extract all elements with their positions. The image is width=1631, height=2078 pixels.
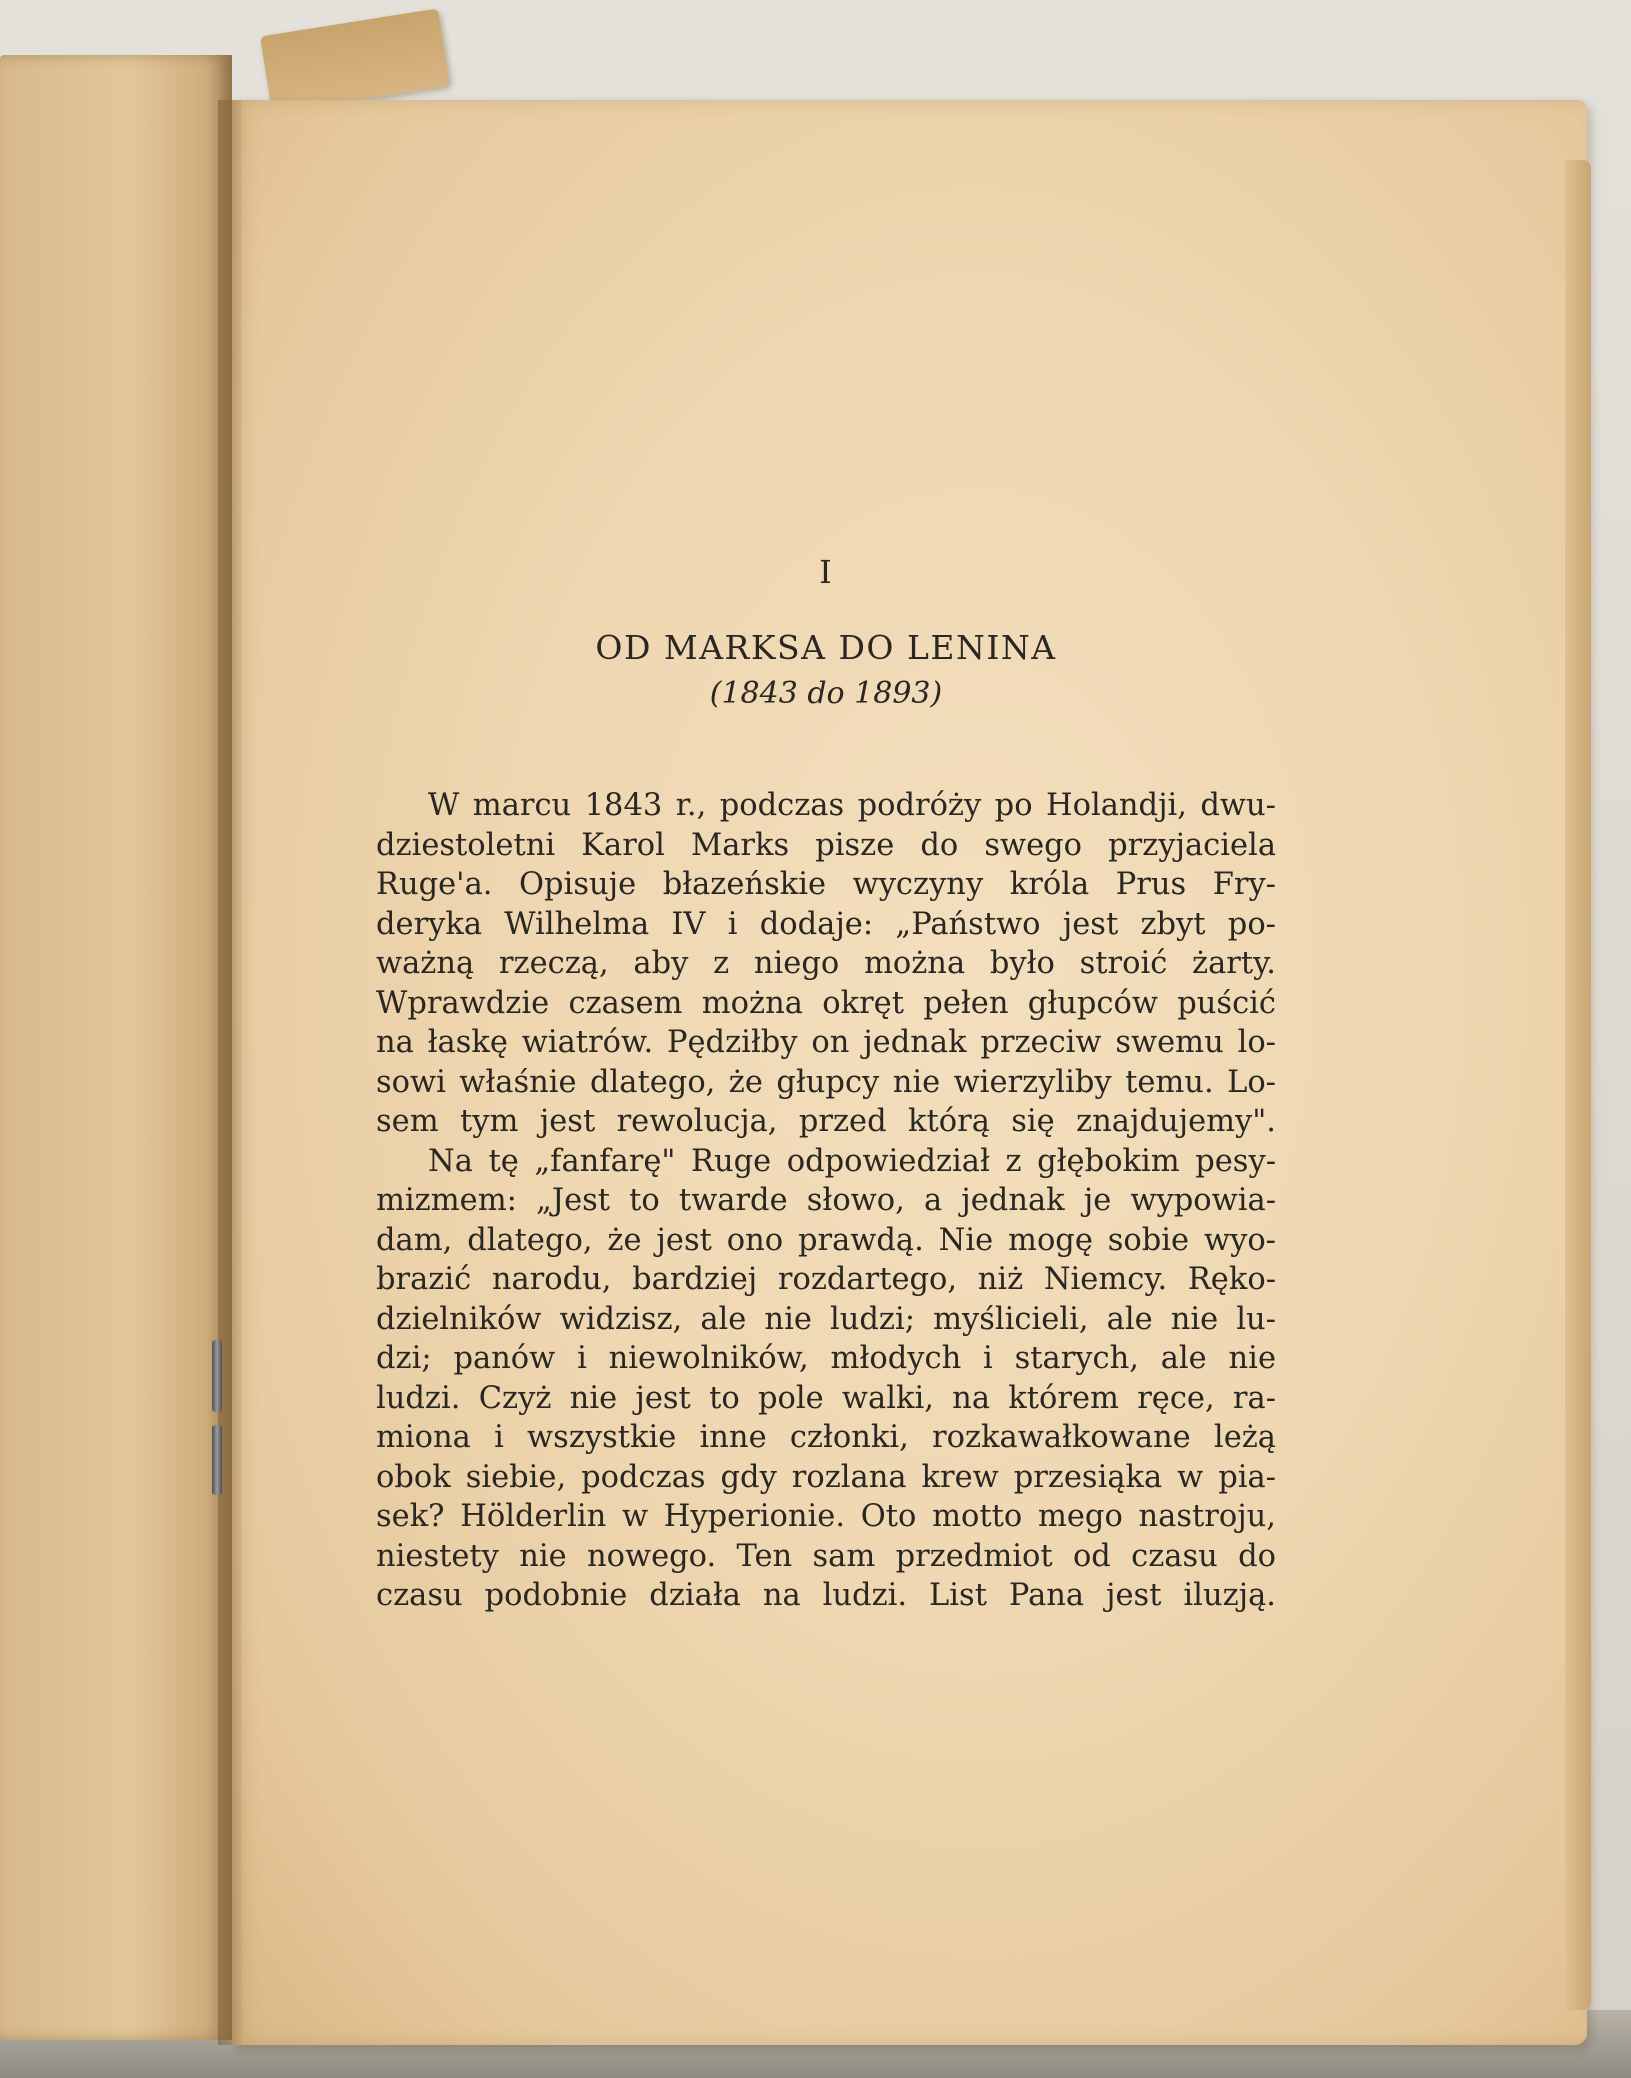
text-line: mizmem: „Jest to twarde słowo, a jednak je wypowia- bbox=[376, 1183, 1276, 1218]
text-line: Ruge'a. Opisuje błazeńskie wyczyny króla Prus Fry- bbox=[376, 867, 1276, 902]
page-edge bbox=[1565, 160, 1591, 2010]
body-text bbox=[376, 786, 1276, 1616]
text-line: dam, dlatego, że jest ono prawdą. Nie mogę sobie wyo- bbox=[376, 1222, 1276, 1258]
chapter-years: (1843 do 1893) bbox=[709, 676, 943, 711]
text-line: niestety nie nowego. Ten sam przedmiot od czasu do bbox=[376, 1538, 1276, 1574]
staple bbox=[212, 1425, 222, 1495]
text-line: czasu podobnie działa na ludzi. List Pana jest iluzją. bbox=[376, 1578, 1276, 1613]
staple bbox=[212, 1340, 222, 1412]
text-line: dzi; panów i niewolników, młodych i starych, ale nie bbox=[376, 1341, 1276, 1376]
text-line: ważną rzeczą, aby z niego można było stroić żarty. bbox=[376, 946, 1276, 981]
text-line: ludzi. Czyż nie jest to pole walki, na którem ręce, ra- bbox=[376, 1380, 1276, 1416]
chapter-title: OD MARKSA DO LENINA bbox=[595, 628, 1057, 667]
text-line: Wprawdzie czasem można okręt pełen głupców puścić bbox=[376, 985, 1276, 1021]
text-line: brazić narodu, bardziej rozdartego, niż Niemcy. Ręko- bbox=[376, 1262, 1276, 1297]
text-line: obok siebie, podczas gdy rozlana krew przesiąka w pia- bbox=[376, 1459, 1276, 1495]
text-line: na łaskę wiatrów. Pędziłby on jednak przeciw swemu lo- bbox=[376, 1025, 1276, 1060]
text-line: W marcu 1843 r., podczas podróży po Holandji, dwu- bbox=[428, 788, 1276, 823]
text-line: sowi właśnie dlatego, że głupcy nie wierzyliby temu. Lo- bbox=[376, 1064, 1276, 1100]
left-page bbox=[0, 55, 232, 2040]
text-line: dzielników widzisz, ale nie ludzi; myślicieli, ale nie lu- bbox=[376, 1301, 1276, 1337]
book-gutter bbox=[218, 100, 242, 2045]
chapter-number: I bbox=[819, 553, 833, 591]
text-line: dziestoletni Karol Marks pisze do swego przyjaciela bbox=[376, 827, 1276, 863]
text-line: Na tę „fanfarę" Ruge odpowiedział z głębokim pesy- bbox=[428, 1143, 1276, 1179]
text-line: deryka Wilhelma IV i dodaje: „Państwo jest zbyt po- bbox=[376, 906, 1276, 942]
text-line: miona i wszystkie inne członki, rozkawałkowane leżą bbox=[376, 1420, 1276, 1455]
text-line: sek? Hölderlin w Hyperionie. Oto motto mego nastroju, bbox=[376, 1499, 1276, 1534]
page-text-block bbox=[376, 548, 1276, 1616]
text-line: sem tym jest rewolucja, przed którą się znajdujemy". bbox=[376, 1104, 1276, 1139]
